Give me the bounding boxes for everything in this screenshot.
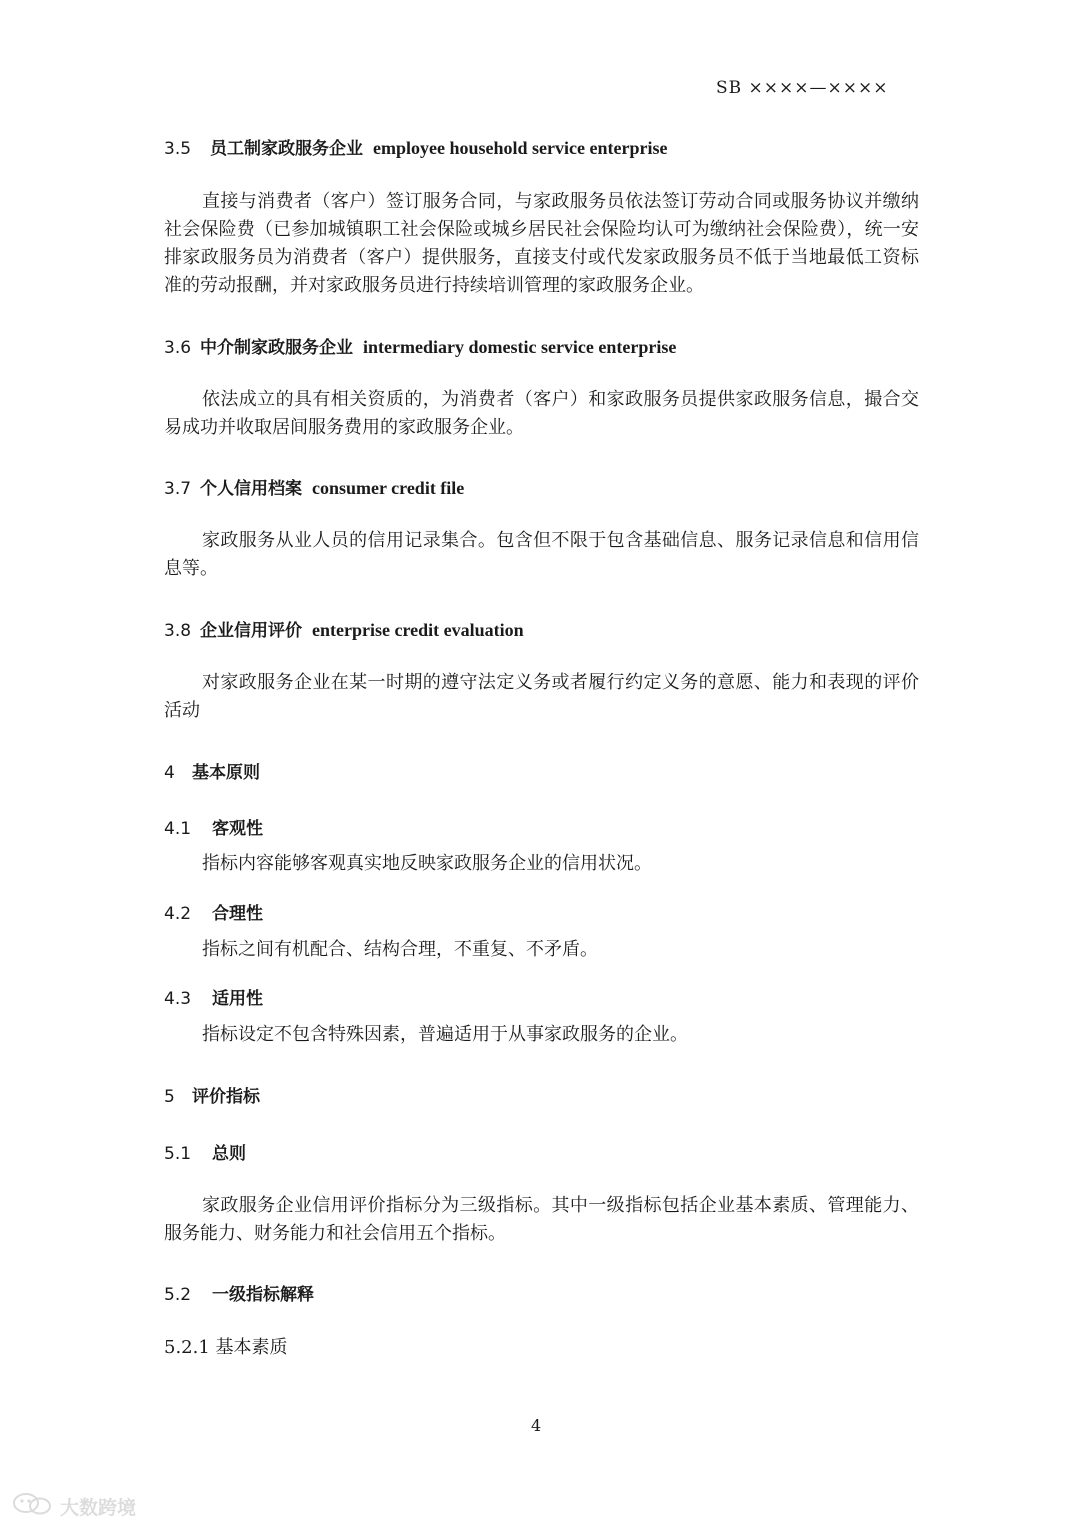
section-number: 5.1 [164, 1144, 192, 1164]
section-number: 3.6 [164, 338, 192, 358]
standard-code: SB ××××—×××× [716, 78, 889, 98]
section-4-2-heading [164, 899, 263, 924]
watermark-text: 大数跨境 [60, 1496, 137, 1519]
section-title: 合理性 [212, 904, 263, 924]
section-5-1-heading [164, 1139, 246, 1164]
page-number: 4 [531, 1416, 542, 1435]
section-number: 5 [164, 1087, 175, 1107]
section-title-en: employee household service enterprise [373, 138, 668, 158]
section-number: 5.2 [164, 1285, 192, 1305]
section-4-3-heading [164, 984, 263, 1009]
section-5-1-body: 家政服务企业信用评价指标分为三级指标。其中一级指标包括企业基本素质、管理能力、服务能力、财务能力和社会信用五个指标。 [164, 1195, 919, 1244]
section-4-1-heading [164, 814, 263, 839]
section-3-8-body: 对家政服务企业在某一时期的遵守法定义务或者履行约定义务的意愿、能力和表现的评价活动 [164, 672, 919, 721]
section-5-2-1-label: 5.2.1 基本素质 [164, 1337, 288, 1358]
section-5-heading [164, 1082, 260, 1107]
section-title: 基本原则 [192, 763, 260, 783]
section-number: 4.2 [164, 904, 192, 924]
section-title: 适用性 [212, 989, 263, 1009]
section-number: 3.7 [164, 479, 192, 499]
section-title: 个人信用档案 [200, 479, 302, 499]
section-3-6-heading [164, 333, 676, 358]
section-title-en: consumer credit file [312, 478, 465, 498]
section-number: 3.8 [164, 621, 192, 641]
section-3-8-heading [164, 616, 524, 641]
section-title: 客观性 [212, 819, 263, 839]
section-title-en: enterprise credit evaluation [312, 620, 524, 640]
section-3-7-heading [164, 474, 464, 499]
wechat-logo-icon [12, 1492, 54, 1520]
section-title: 中介制家政服务企业 [200, 338, 353, 358]
section-number: 4 [164, 763, 175, 783]
section-number: 4.1 [164, 819, 192, 839]
section-3-5-heading [164, 134, 667, 159]
section-4-1-body: 指标内容能够客观真实地反映家政服务企业的信用状况。 [202, 853, 652, 874]
section-title: 员工制家政服务企业 [210, 139, 363, 159]
section-title: 评价指标 [192, 1087, 260, 1107]
section-5-2-heading [164, 1280, 314, 1305]
section-4-heading [164, 758, 260, 783]
section-number: 3.5 [164, 139, 192, 159]
section-title: 一级指标解释 [212, 1285, 314, 1305]
section-title: 企业信用评价 [200, 621, 302, 641]
section-4-2-body: 指标之间有机配合、结构合理，不重复、不矛盾。 [202, 939, 598, 960]
section-3-6-body: 依法成立的具有相关资质的，为消费者（客户）和家政服务员提供家政服务信息，撮合交易成功并收取居间服务费用的家政服务企业。 [164, 389, 919, 438]
section-title: 总则 [212, 1144, 246, 1164]
section-4-3-body: 指标设定不包含特殊因素，普遍适用于从事家政服务的企业。 [202, 1024, 688, 1045]
watermark [12, 1492, 136, 1520]
section-number: 4.3 [164, 989, 192, 1009]
section-3-7-body: 家政服务从业人员的信用记录集合。包含但不限于包含基础信息、服务记录信息和信用信息等。 [164, 530, 919, 579]
section-3-5-body: 直接与消费者（客户）签订服务合同，与家政服务员依法签订劳动合同或服务协议并缴纳社会保险费（已参加城镇职工社会保险或城乡居民社会保险均认可为缴纳社会保险费），统一安排家政服务员为消费者（客户）提供服务，直接支付或代发家政服务员不低于当地最低工资标准的劳动报酬，并对家政服务员进行持续培训管理的家政服务企业。 [164, 191, 919, 296]
section-title-en: intermediary domestic service enterprise [363, 337, 677, 357]
